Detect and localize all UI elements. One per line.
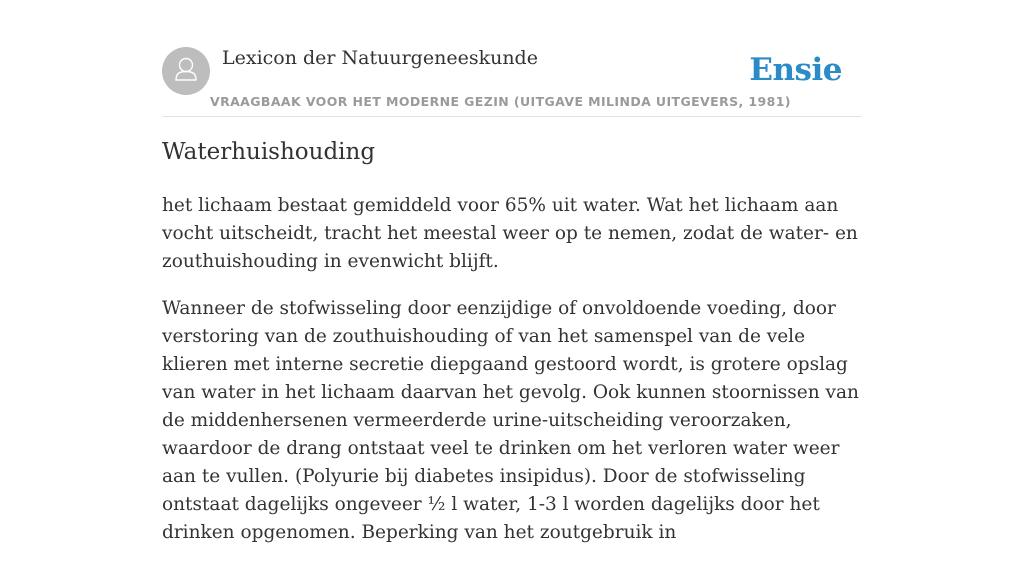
article-paragraph: Wanneer de stofwisseling door eenzijdige of onvoldoende voeding, door verstoring van de zouthuishouding of van het samenspel van de vele klieren met interne secretie diepgaand gestoord wordt, is grotere opslag van water in het lichaam daarvan het gevolg. Ook kunnen stoornissen van de middenhersenen vermeerderde urine-uitscheiding veroorzaken, waardoor de drang ontstaat veel te drinken om het verloren water weer aan te vullen. (Polyurie bij diabetes insipidus). Door de stofwisseling ontstaat dagelijks ongeveer ½ l water, 1-3 l worden dagelijks door het drinken opgenomen. Beperking van het zoutgebruik in [162,298,859,543]
article-paragraph: het lichaam bestaat gemiddeld voor 65% uit water. Wat het lichaam aan vocht uitscheidt, tracht het meestal weer op te nemen, zodat de water- en zouthuishouding in evenwicht blijft. [162,195,858,272]
article-body [162,192,862,566]
brand-logo[interactable]: Ensie [749,52,842,88]
book-subtitle: VRAAGBAAK VOOR HET MODERNE GEZIN (UITGAVE MILINDA UITGEVERS, 1981) [210,94,791,109]
user-silhouette-icon[interactable] [162,47,210,95]
book-title[interactable]: Lexicon der Natuurgeneeskunde [222,47,538,69]
article-title: Waterhuishouding [162,139,376,165]
page-header [162,46,862,117]
